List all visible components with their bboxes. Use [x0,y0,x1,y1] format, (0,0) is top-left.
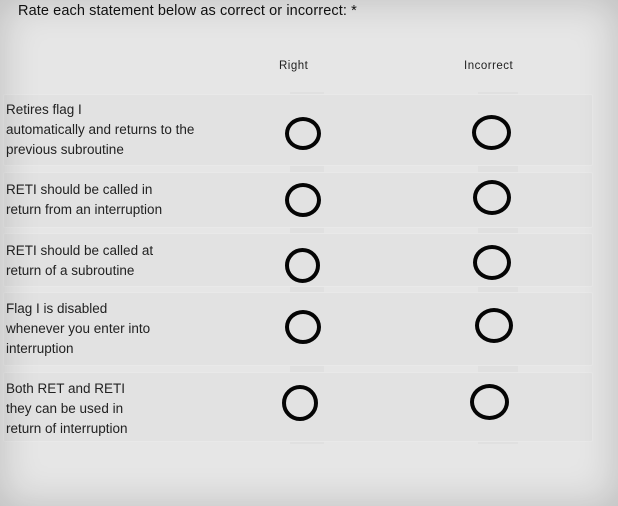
column-header-incorrect: Incorrect [464,60,514,72]
question-title: Rate each statement below as correct or incorrect: * [18,3,357,19]
radio-right-1[interactable] [285,117,321,150]
statement-row-3 [3,233,593,287]
radio-incorrect-1[interactable] [472,115,511,150]
statement-label-1: Retires flag I automatically and returns to the previous subroutine [6,102,195,157]
radio-incorrect-5[interactable] [470,384,509,420]
column-header-right: Right [279,60,309,72]
statement-row-4 [3,292,593,366]
statement-row-2 [3,172,593,228]
radio-right-3[interactable] [285,248,320,283]
radio-incorrect-2[interactable] [473,180,511,215]
radio-right-5[interactable] [282,385,318,421]
statement-label-5: Both RET and RETI they can be used in return of interruption [6,381,128,436]
radio-right-4[interactable] [285,310,321,344]
statement-label-4: Flag I is disabled whenever you enter into interruption [6,301,151,356]
radio-right-2[interactable] [285,183,321,217]
radio-incorrect-4[interactable] [475,308,513,343]
statement-label-3: RETI should be called at return of a subroutine [6,243,154,278]
statement-label-2: RETI should be called in return from an interruption [6,182,163,217]
statement-row-1 [3,94,593,166]
statement-row-5 [3,372,593,442]
radio-incorrect-3[interactable] [473,245,511,280]
